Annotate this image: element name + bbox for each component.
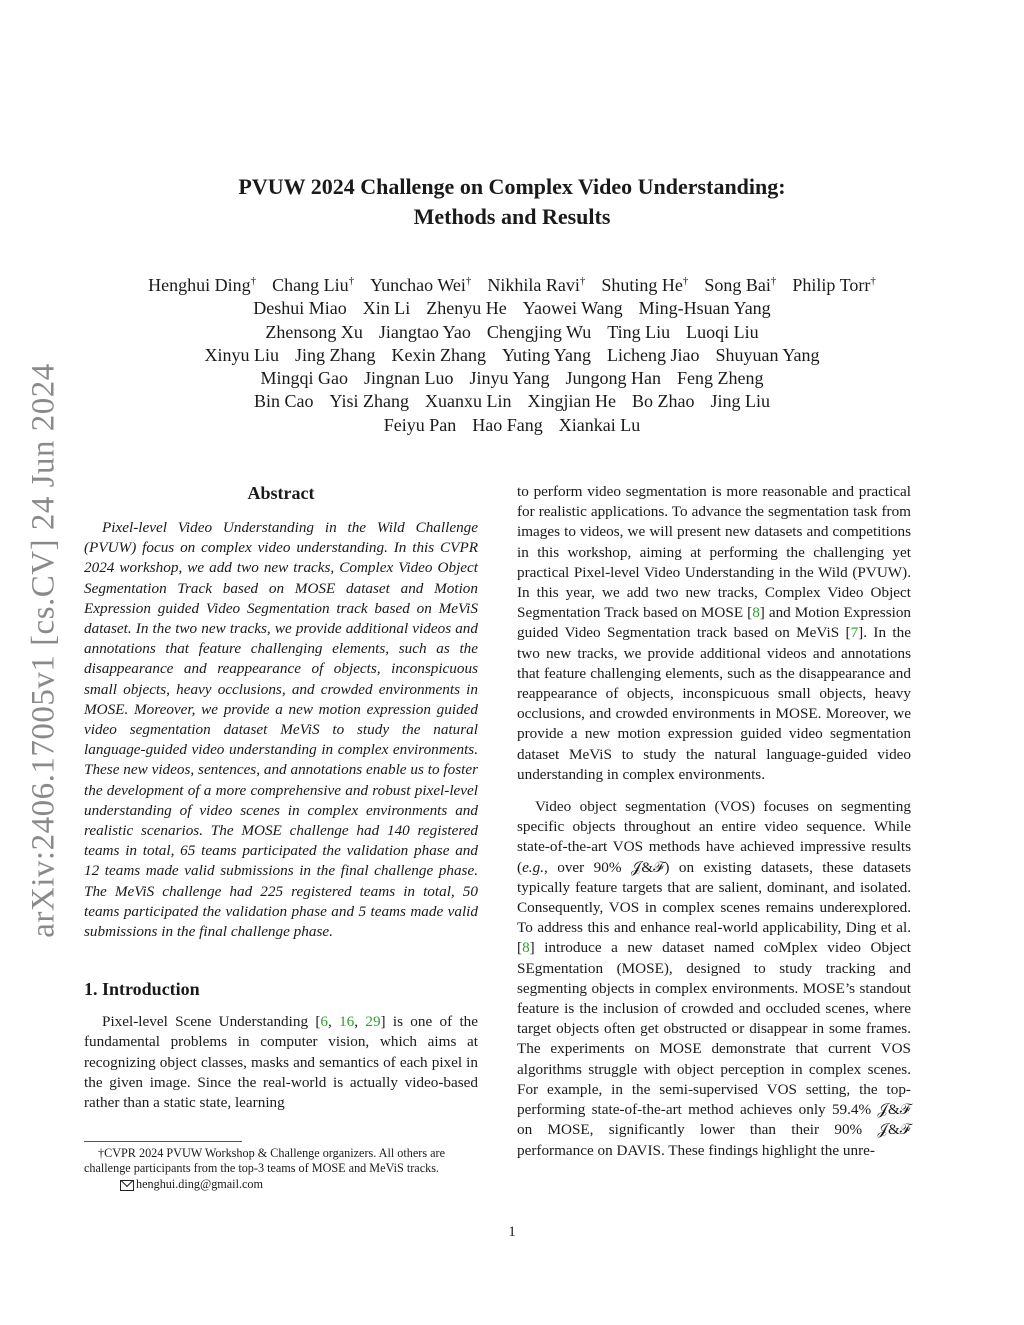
author-name: Ming-Hsuan Yang xyxy=(638,298,771,319)
citation-link[interactable]: 16 xyxy=(339,1013,355,1031)
organizer-mark: † xyxy=(682,275,689,287)
author-name: Xingjian He xyxy=(527,391,616,412)
page-number: 1 xyxy=(508,1224,516,1240)
author-name: Yunchao Wei† xyxy=(370,275,472,295)
author-list xyxy=(60,270,964,437)
author-name: Nikhila Ravi† xyxy=(487,275,586,295)
author-name: Jing Liu xyxy=(710,391,770,412)
citation-link[interactable]: 29 xyxy=(365,1013,381,1031)
author-name: Philip Torr† xyxy=(792,275,876,295)
author-line xyxy=(60,390,964,413)
author-name: Xinyu Liu xyxy=(204,344,279,365)
author-name: Zhenyu He xyxy=(426,298,507,319)
author-line xyxy=(60,270,964,297)
author-name: Mingqi Gao xyxy=(260,368,348,389)
title-line-1: PVUW 2024 Challenge on Complex Video Understanding: xyxy=(238,174,786,199)
author-name: Hao Fang xyxy=(472,414,543,435)
author-name: Ting Liu xyxy=(607,321,671,342)
organizer-mark: † xyxy=(250,275,257,287)
author-name: Bin Cao xyxy=(254,391,314,412)
right-column xyxy=(517,482,911,1161)
footnote-rule xyxy=(84,1141,242,1142)
abstract-heading: Abstract xyxy=(247,483,315,503)
author-name: Shuting He† xyxy=(601,275,689,295)
author-name: Jungong Han xyxy=(565,368,662,389)
author-line xyxy=(60,414,964,437)
citation-link[interactable]: 8 xyxy=(522,939,530,957)
author-name: Jing Zhang xyxy=(294,344,376,365)
introduction-paragraph-1: Pixel-level Scene Understanding [6, 16, 29] is one of the fundamental problems in computer vision, which aims at recognizing object classes, masks and semantics of each pixel in the given image. Since the real-world is actually video-based rather than a static state, learning xyxy=(84,1013,479,1112)
citation-link[interactable]: 6 xyxy=(320,1013,328,1031)
footnote-text: †CVPR 2024 PVUW Workshop & Challenge organizers. All others are challenge participants from the top-3 teams of MOSE and MeViS tracks. xyxy=(84,1146,446,1176)
author-name: Xin Li xyxy=(362,298,411,319)
footnote xyxy=(84,1141,478,1192)
author-name: Yaowei Wang xyxy=(522,298,623,319)
author-name: Feiyu Pan xyxy=(383,414,457,435)
organizer-mark: † xyxy=(870,275,876,287)
author-name: Bo Zhao xyxy=(631,391,695,412)
arxiv-identifier xyxy=(14,355,74,945)
email-address: henghui.ding@gmail.com xyxy=(136,1176,263,1191)
arxiv-id-text: arXiv:2406.17005v1 [cs.CV] 24 Jun 2024 xyxy=(25,362,62,938)
title-line-2: Methods and Results xyxy=(413,204,611,229)
author-line xyxy=(60,321,964,344)
citation-link[interactable]: 8 xyxy=(752,604,760,622)
author-name: Xuanxu Lin xyxy=(425,391,512,412)
author-name: Yuting Yang xyxy=(501,344,591,365)
author-name: Luoqi Liu xyxy=(686,321,759,342)
author-name: Yisi Zhang xyxy=(329,391,410,412)
citation-link[interactable]: 7 xyxy=(850,624,859,642)
author-name: Xiankai Lu xyxy=(558,414,641,435)
author-name: Chang Liu† xyxy=(272,275,355,295)
organizer-mark: † xyxy=(348,275,355,287)
author-name: Jingnan Luo xyxy=(363,368,454,389)
right-paragraph-2: Video object segmentation (VOS) focuses on segmenting specific objects throughout an entire video sequence. While state-of-the-art VOS methods have achieved impressive results (e.g., over 90% 𝒥&ℱ) on existing datasets, these datasets typically feature targets that are salient, dominant, and isolated. Consequently, VOS in complex scenes remains underexplored. To address this and enhance real-world applicability, Ding et al. [8] introduce a new dataset named coMplex video Object SEgmentation (MOSE), designed to study tracking and segmenting objects in complex environments. MOSE’s standout feature is the inclusion of crowded and occluded scenes, where target objects often get obstructed or disappear in some frames. The experiments on MOSE demonstrate that current VOS algorithms struggle with object perception in complex scenes. For example, in the semi-supervised VOS setting, the top-performing state-of-the-art method achieves only 59.4% 𝒥&ℱ on MOSE, significantly lower than their 90% 𝒥&ℱ performance on DAVIS. These findings highlight the unre- xyxy=(517,798,911,1159)
organizer-mark: † xyxy=(770,275,777,287)
contact-email[interactable] xyxy=(84,1177,478,1192)
introduction-heading: 1. Introduction xyxy=(84,979,200,1000)
paper-title xyxy=(0,172,1024,232)
author-name: Licheng Jiao xyxy=(607,344,700,365)
author-line xyxy=(60,367,964,390)
author-name: Chengjing Wu xyxy=(486,321,592,342)
author-name: Jiangtao Yao xyxy=(378,321,471,342)
author-name: Zhensong Xu xyxy=(265,321,363,342)
organizer-mark: † xyxy=(579,275,586,287)
envelope-icon xyxy=(120,1180,134,1191)
author-name: Kexin Zhang xyxy=(391,344,486,365)
author-name: Song Bai† xyxy=(704,275,777,295)
abstract-text: Pixel-level Video Understanding in the Wild Challenge (PVUW) focus on complex video understanding. In this CVPR 2024 workshop, we add two new tracks, Complex Video Object Segmentation Track based on MOSE dataset and Motion Expression guided Video Segmentation track based on MeViS dataset. In the two new tracks, we provide additional videos and annotations that feature challenging elements, such as the disappearance and reappearance of objects, inconspicuous small objects, heavy occlusions, and crowded environments in MOSE. Moreover, we provide a new motion expression guided video segmentation dataset MeViS to study the natural language-guided video understanding in complex environments. These new videos, sentences, and annotations enable us to foster the development of a more comprehensive and robust pixel-level understanding of video scenes in complex environments and realistic scenarios. The MOSE challenge had 140 registered teams in total, 65 teams participated the validation phase and 12 teams made valid submissions in the final challenge phase. The MeViS challenge had 225 registered teams in total, 50 teams participated the validation phase and 5 teams made valid submissions in the final challenge phase. xyxy=(84,519,478,941)
author-name: Henghui Ding† xyxy=(148,275,257,295)
left-column xyxy=(84,482,478,1113)
author-name: Shuyuan Yang xyxy=(715,344,820,365)
right-paragraph-1: to perform video segmentation is more reasonable and practical for realistic applications. To advance the segmentation task from images to videos, we will present new datasets and competitions in this workshop, aiming at performing the challenging yet practical Pixel-level Video Understanding in the Wild (PVUW). In this year, we add two new tracks, Complex Video Object Segmentation Track based on MOSE [8] and Motion Expression guided Video Segmentation track based on MeViS [7]. In the two new tracks, we provide additional videos and annotations that feature challenging elements, such as the disappearance and reappearance of objects, inconspicuous small objects, heavy occlusions, and crowded environments in MOSE. Moreover, we provide a new motion expression guided video segmentation dataset MeViS to study the natural language-guided video understanding in complex environments. xyxy=(517,483,912,783)
author-name: Deshui Miao xyxy=(253,298,347,319)
author-name: Jinyu Yang xyxy=(469,368,550,389)
organizer-mark: † xyxy=(465,275,472,287)
author-line xyxy=(60,297,964,320)
author-line xyxy=(60,344,964,367)
author-name: Feng Zheng xyxy=(677,368,764,389)
